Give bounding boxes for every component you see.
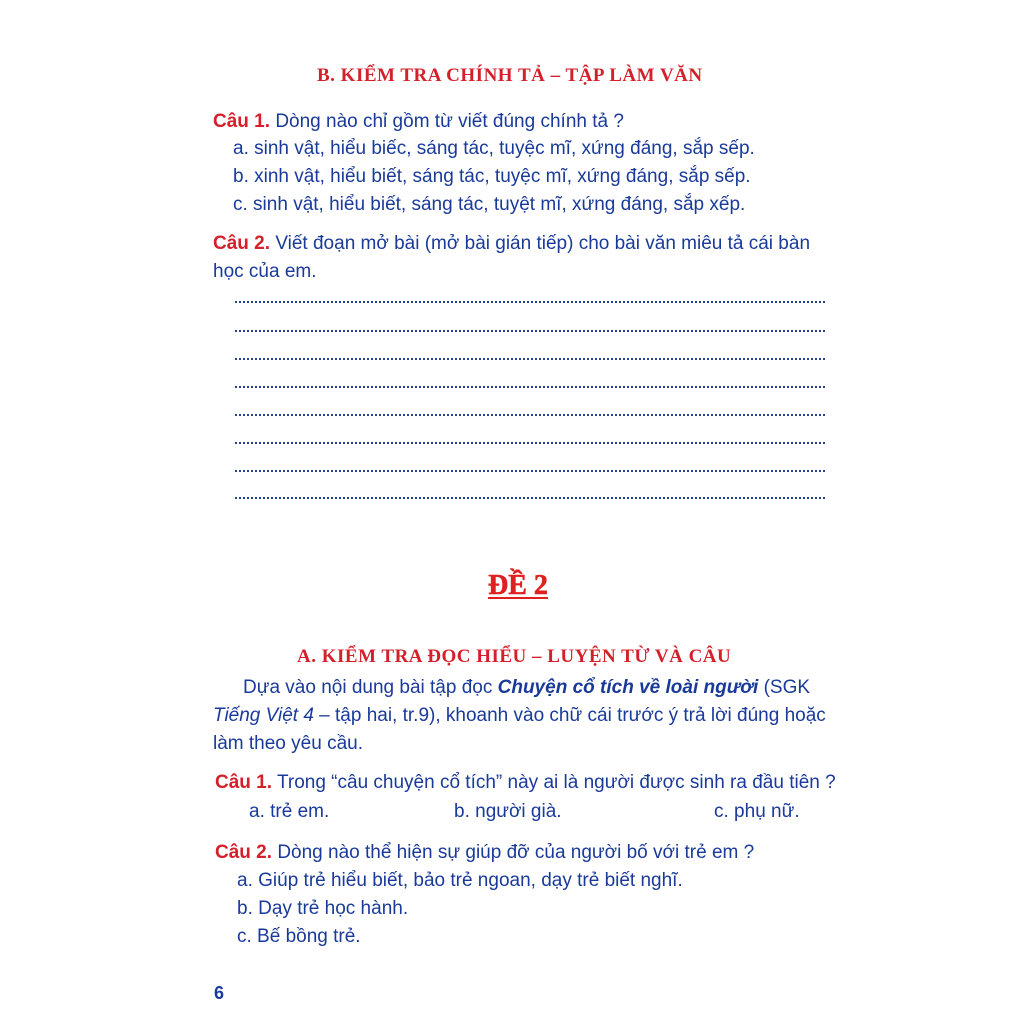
a-q1-text: Trong “câu chuyện cổ tích” này ai là người được sinh ra đầu tiên ? — [276, 772, 836, 793]
answer-line[interactable] — [235, 301, 825, 303]
a-intro-suffix: (SGK — [758, 677, 811, 698]
a-q2-option-a: a. Giúp trẻ hiểu biết, bảo trẻ ngoan, dạy trẻ biết nghĩ. — [237, 870, 683, 891]
b-q1-option-c: c. sinh vật, hiểu biết, sáng tác, tuyệt mĩ, xứng đáng, sắp xếp. — [233, 194, 746, 215]
b-q1-option-a: a. sinh vật, hiểu biếc, sáng tác, tuyệc mĩ, xứng đáng, sắp sếp. — [233, 138, 755, 159]
answer-line[interactable] — [235, 442, 825, 444]
b-q2-label: Câu 2. — [213, 233, 271, 254]
a-q2-text: Dòng nào thể hiện sự giúp đỡ của người bố với trẻ em ? — [277, 842, 755, 863]
answer-line[interactable] — [235, 414, 825, 416]
a-question-1 — [215, 772, 836, 794]
a-intro-story-title: Chuyện cổ tích về loài người — [497, 677, 759, 698]
a-q2-option-c: c. Bế bồng trẻ. — [237, 926, 361, 947]
answer-line[interactable] — [235, 358, 825, 360]
a-q2-label: Câu 2. — [215, 842, 273, 863]
b-question-2 — [213, 233, 810, 255]
a-intro-prefix: Dựa vào nội dung bài tập đọc — [243, 677, 498, 698]
a-question-2 — [215, 842, 754, 864]
b-question-1 — [213, 111, 624, 133]
answer-line[interactable] — [235, 497, 825, 499]
a-q1-label: Câu 1. — [215, 772, 273, 793]
b-q1-text: Dòng nào chỉ gồm từ viết đúng chính tả ? — [275, 111, 624, 132]
b-q1-option-b: b. xinh vật, hiểu biết, sáng tác, tuyệc mĩ, xứng đáng, sắp sếp. — [233, 166, 751, 187]
a-q1-option-a: a. trẻ em. — [249, 801, 330, 822]
a-intro-line3: làm theo yêu cầu. — [213, 733, 363, 754]
b-q2-text-line1: Viết đoạn mở bài (mở bài gián tiếp) cho bài văn miêu tả cái bàn — [275, 233, 811, 254]
a-q1-option-b: b. người già. — [454, 801, 562, 822]
b-q2-text-line2: học của em. — [213, 261, 317, 282]
a-intro-line2 — [213, 705, 826, 727]
answer-line[interactable] — [235, 330, 825, 332]
answer-line[interactable] — [235, 470, 825, 472]
answer-line[interactable] — [235, 386, 825, 388]
a-intro-book: Tiếng Việt 4 — [213, 705, 314, 726]
a-q1-option-c: c. phụ nữ. — [714, 801, 800, 822]
page-number: 6 — [214, 983, 225, 1003]
a-intro-line1 — [243, 677, 810, 699]
exam-2-title: ĐỀ 2 — [488, 570, 548, 601]
a-q2-option-b: b. Dạy trẻ học hành. — [237, 898, 409, 919]
section-b-heading: B. KIỂM TRA CHÍNH TẢ – TẬP LÀM VĂN — [317, 65, 703, 86]
a-intro-line2-rest: – tập hai, tr.9), khoanh vào chữ cái trước ý trả lời đúng hoặc — [313, 705, 826, 726]
section-a-heading: A. KIỂM TRA ĐỌC HIỂU – LUYỆN TỪ VÀ CÂU — [297, 646, 732, 667]
b-q1-label: Câu 1. — [213, 111, 271, 132]
